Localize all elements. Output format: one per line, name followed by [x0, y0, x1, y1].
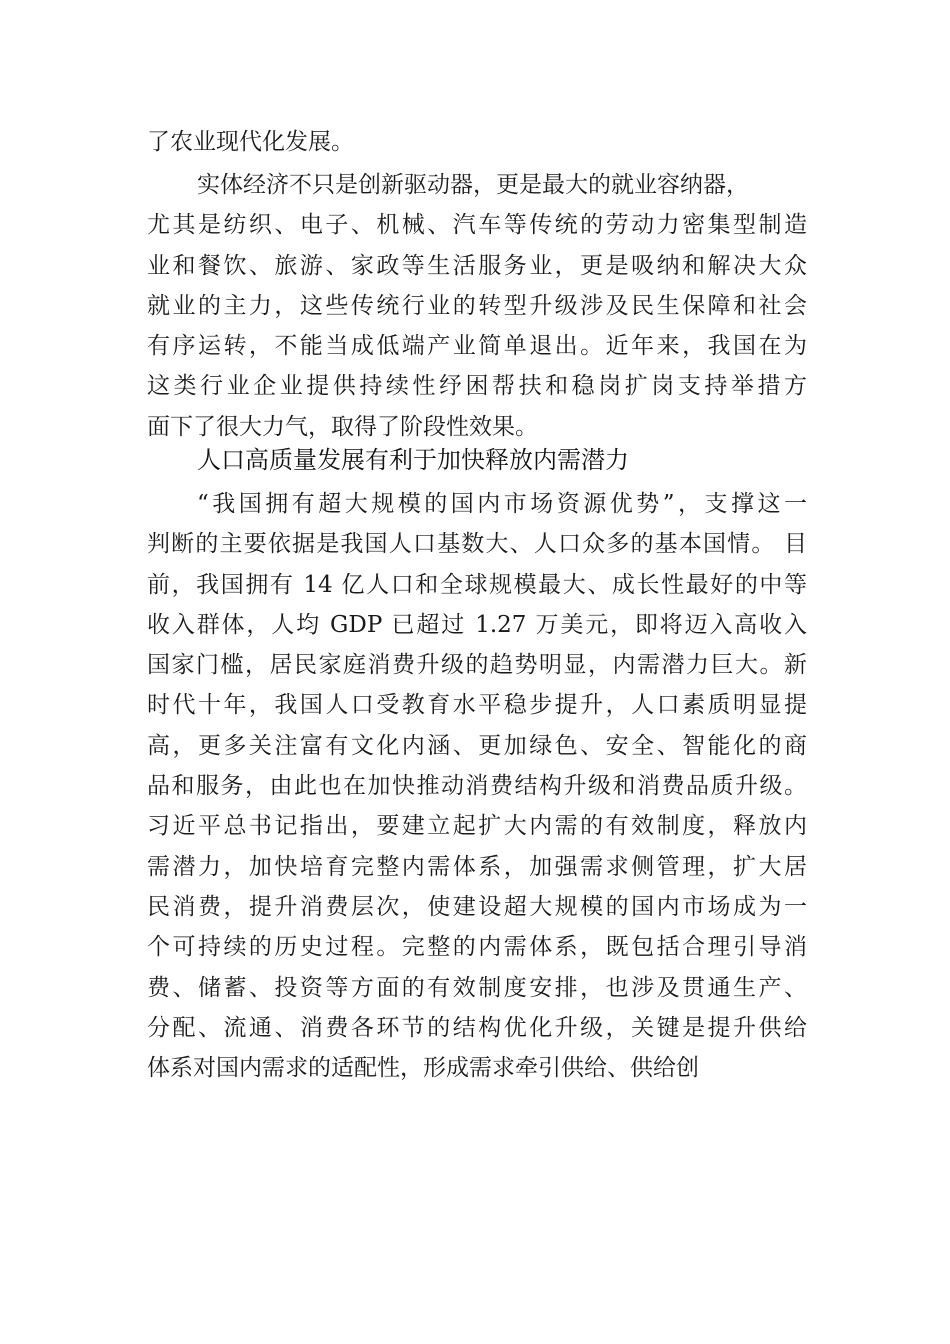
- paragraph-continuation: [147, 122, 807, 162]
- text-line: 尤其是纺织、电子、机械、汽车等传统的劳动力密集型制造: [147, 212, 807, 239]
- text-line: 费、储蓄、投资等方面的有效制度安排，也涉及贯通生产、: [147, 974, 807, 1001]
- text-line: 了农业现代化发展。: [147, 129, 354, 155]
- text-line: 需潜力，加快培育完整内需体系，加强需求侧管理，扩大居: [147, 853, 807, 880]
- text-line: 判断的主要依据是我国人口基数大、人口众多的基本国情。 目: [147, 531, 807, 558]
- text-line: 这类行业企业提供持续性纾困帮扶和稳岗扩岗支持举措方: [147, 373, 807, 400]
- text-line: 业和餐饮、旅游、家政等生活服务业，更是吸纳和解决大众: [147, 252, 807, 279]
- text-line: 个可持续的历史过程。完整的内需体系，既包括合理引导消: [147, 934, 807, 961]
- section-heading: 人口高质量发展有利于加快释放内需潜力: [197, 446, 629, 474]
- text-line: 时代十年，我国人口受教育水平稳步提升，人口素质明显提: [147, 692, 807, 719]
- text-line: 国家门槛，居民家庭消费升级的趋势明显，内需潜力巨大。新: [147, 652, 807, 679]
- text-line: 收入群体，人均 GDP 已超过 1.27 万美元，即将迈入高收入: [147, 611, 807, 638]
- text-line: 面下了很大力气，取得了阶段性效果。: [147, 413, 538, 440]
- text-line: “我国拥有超大规模的国内市场资源优势”，支撑这一: [197, 491, 807, 517]
- text-line: 前，我国拥有 14 亿人口和全球规模最大、成长性最好的中等: [147, 571, 807, 598]
- text-line: 分配、流通、消费各环节的结构优化升级，关键是提升供给: [147, 1014, 807, 1041]
- text-line: 有序运转，不能当成低端产业简单退出。近年来，我国在为: [147, 333, 807, 360]
- text-line: 习近平总书记指出，要建立起扩大内需的有效制度，释放内: [147, 813, 807, 840]
- text-line: 民消费，提升消费层次，使建设超大规模的国内市场成为一: [147, 893, 807, 920]
- text-line: 就业的主力，这些传统行业的转型升级涉及民生保障和社会: [147, 292, 807, 319]
- paragraph-domestic-demand: [147, 484, 807, 1088]
- text-line: 品和服务，由此也在加快推动消费结构升级和消费品质升级。: [147, 773, 807, 800]
- text-line: 高，更多关注富有文化内涵、更加绿色、安全、智能化的商: [147, 732, 807, 759]
- text-line: 实体经济不只是创新驱动器，更是最大的就业容纳器，: [197, 172, 749, 198]
- text-line: 体系对国内需求的适配性，形成需求牵引供给、供给创: [147, 1055, 699, 1082]
- paragraph-real-economy: [147, 165, 807, 447]
